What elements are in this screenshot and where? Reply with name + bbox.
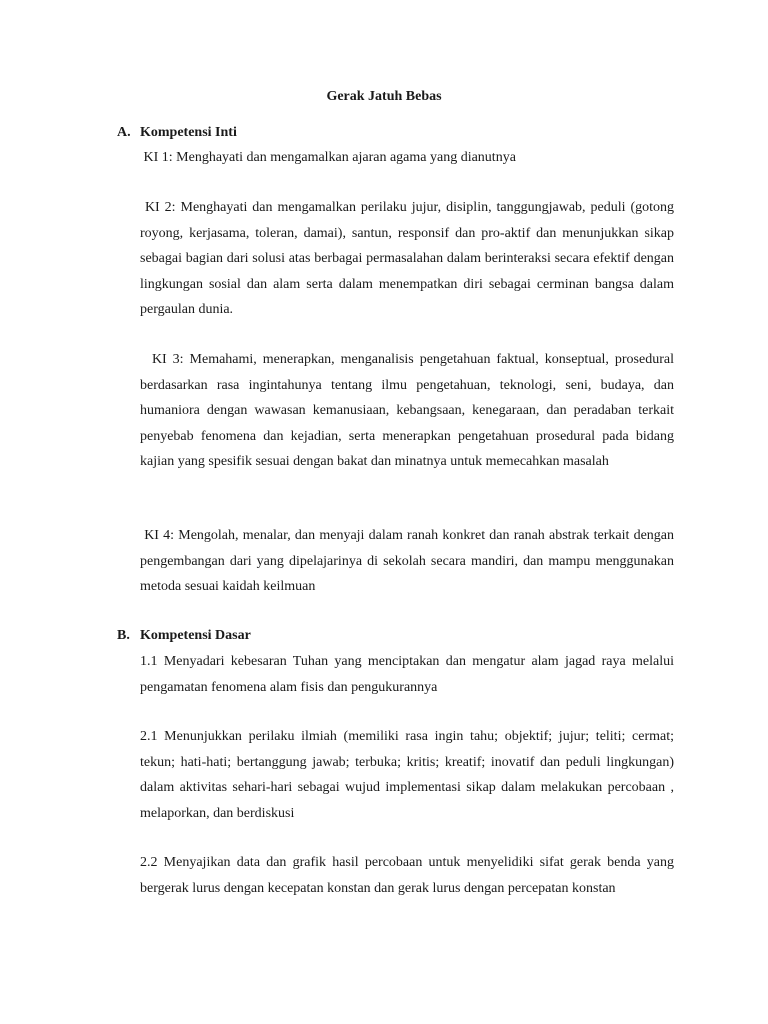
section-a-letter: A.	[117, 125, 131, 140]
kd-1-1-paragraph: 1.1 Menyadari kebesaran Tuhan yang menciptakan dan mengatur alam jagad raya melalui pengamatan fenomena alam fisis dan pengukurannya	[140, 654, 674, 695]
section-b-letter: B.	[117, 628, 130, 643]
section-b-title: Kompetensi Dasar	[140, 628, 251, 643]
section-a-heading	[117, 123, 237, 143]
ki-2-paragraph: KI 2: Menghayati dan mengamalkan perilaku jujur, disiplin, tanggungjawab, peduli (gotong royong, kerjasama, toleran, damai), santun, responsif dan pro-aktif dan menunjukkan sikap sebagai bagian dari solusi atas berbagai permasalahan dalam berinteraksi secara efektif dengan lingkungan sosial dan alam serta dalam menempatkan diri sebagai cerminan bangsa dalam pergaulan dunia.	[140, 200, 674, 317]
ki-3-paragraph: KI 3: Memahami, menerapkan, menganalisis pengetahuan faktual, konseptual, prosedural berdasarkan rasa ingintahunya tentang ilmu pengetahuan, teknologi, seni, budaya, dan humaniora dengan wawasan kemanusiaan, kebangsaan, kenegaraan, dan peradaban terkait penyebab fenomena dan kejadian, serta menerapkan pengetahuan prosedural pada bidang kajian yang spesifik sesuai dengan bakat dan minatnya untuk memecahkan masalah	[140, 352, 674, 469]
ki-4-paragraph: KI 4: Mengolah, menalar, dan menyaji dalam ranah konkret dan ranah abstrak terkait dengan pengembangan dari yang dipelajarinya di sekolah secara mandiri, dan mampu menggunakan metoda sesuai kaidah keilmuan	[140, 528, 674, 594]
kd-2-2-paragraph: 2.2 Menyajikan data dan grafik hasil percobaan untuk menyelidiki sifat gerak benda yang bergerak lurus dengan kecepatan konstan dan gerak lurus dengan percepatan konstan	[140, 855, 674, 896]
section-b-heading	[117, 626, 251, 646]
kd-2-1-paragraph: 2.1 Menunjukkan perilaku ilmiah (memiliki rasa ingin tahu; objektif; jujur; teliti; cermat; tekun; hati-hati; bertanggung jawab; terbuka; kritis; kreatif; inovatif dan peduli lingkungan) dalam aktivitas sehari-hari sebagai wujud implementasi sikap dalam melakukan percobaan , melaporkan, dan berdiskusi	[140, 729, 674, 821]
section-a-title: Kompetensi Inti	[140, 125, 237, 140]
document-title: Gerak Jatuh Bebas	[326, 89, 442, 104]
ki-1-paragraph: KI 1: Menghayati dan mengamalkan ajaran agama yang dianutnya	[140, 150, 516, 165]
